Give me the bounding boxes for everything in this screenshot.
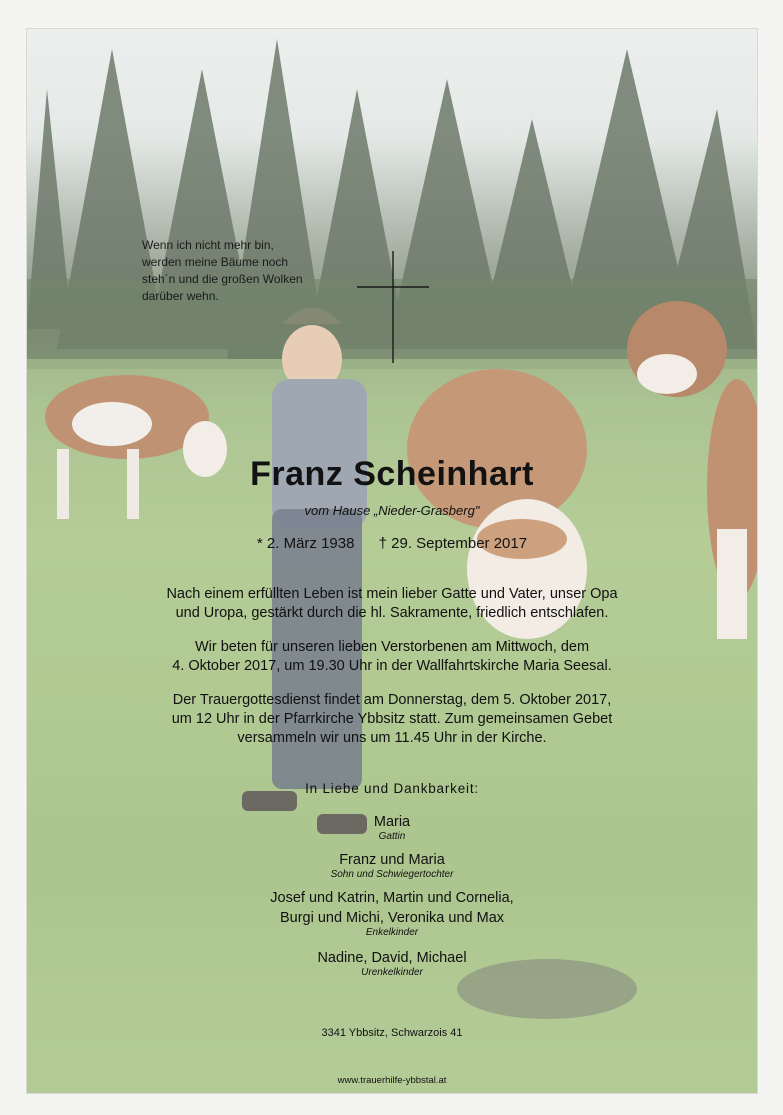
role-wife: Gattin bbox=[378, 831, 406, 842]
paragraph-line: und Uropa, gestärkt durch die hl. Sakramente, friedlich entschlafen. bbox=[175, 605, 609, 621]
paragraph-line: 4. Oktober 2017, um 19.30 Uhr in der Wallfahrtskirche Maria Seesal. bbox=[172, 658, 612, 674]
family-wife: Maria bbox=[373, 814, 411, 830]
paragraph-line: Wir beten für unseren lieben Verstorbenen am Mittwoch, dem bbox=[194, 639, 590, 655]
website-link[interactable]: www.trauerhilfe-ybbstal.at bbox=[337, 1075, 447, 1086]
role-grandchildren: Enkelkinder bbox=[365, 927, 419, 938]
poem bbox=[142, 237, 303, 305]
deceased-name: Franz Scheinhart bbox=[250, 455, 534, 493]
paragraph-prayer bbox=[117, 638, 667, 676]
family-son: Franz und Maria bbox=[339, 852, 445, 868]
paragraph-line: Der Trauergottesdienst findet am Donnerstag, dem 5. Oktober 2017, bbox=[172, 692, 612, 708]
closing-line: In Liebe und Dankbarkeit: bbox=[305, 781, 479, 796]
family-grandchildren-line1: Josef und Katrin, Martin und Cornelia, bbox=[270, 890, 514, 906]
paragraph-life bbox=[117, 585, 667, 623]
parte-card bbox=[26, 28, 758, 1094]
life-dates bbox=[27, 535, 757, 552]
paragraph-funeral bbox=[117, 691, 667, 748]
cross-icon bbox=[357, 251, 429, 363]
family-grandchildren-line2: Burgi und Michi, Veronika und Max bbox=[279, 910, 505, 926]
birth-date: * 2. März 1938 bbox=[256, 535, 355, 552]
death-date: † 29. September 2017 bbox=[378, 535, 528, 552]
poem-line: steh´n und die großen Wolken bbox=[142, 272, 303, 286]
poem-line: darüber wehn. bbox=[142, 289, 219, 303]
poem-line: werden meine Bäume noch bbox=[142, 255, 289, 269]
address: 3341 Ybbsitz, Schwarzois 41 bbox=[321, 1027, 463, 1039]
paragraph-line: Nach einem erfüllten Leben ist mein lieber Gatte und Vater, unser Opa bbox=[166, 586, 618, 602]
family-great-grandchildren: Nadine, David, Michael bbox=[317, 950, 467, 966]
house-name: vom Hause „Nieder-Grasberg" bbox=[304, 503, 480, 518]
paragraph-line: um 12 Uhr in der Pfarrkirche Ybbsitz statt. Zum gemeinsamen Gebet bbox=[171, 711, 613, 727]
role-great-grandchildren: Urenkelkinder bbox=[361, 967, 423, 978]
paragraph-line: versammeln wir uns um 11.45 Uhr in der Kirche. bbox=[237, 730, 547, 746]
poem-line: Wenn ich nicht mehr bin, bbox=[142, 238, 274, 252]
role-son: Sohn und Schwiegertochter bbox=[330, 869, 454, 880]
